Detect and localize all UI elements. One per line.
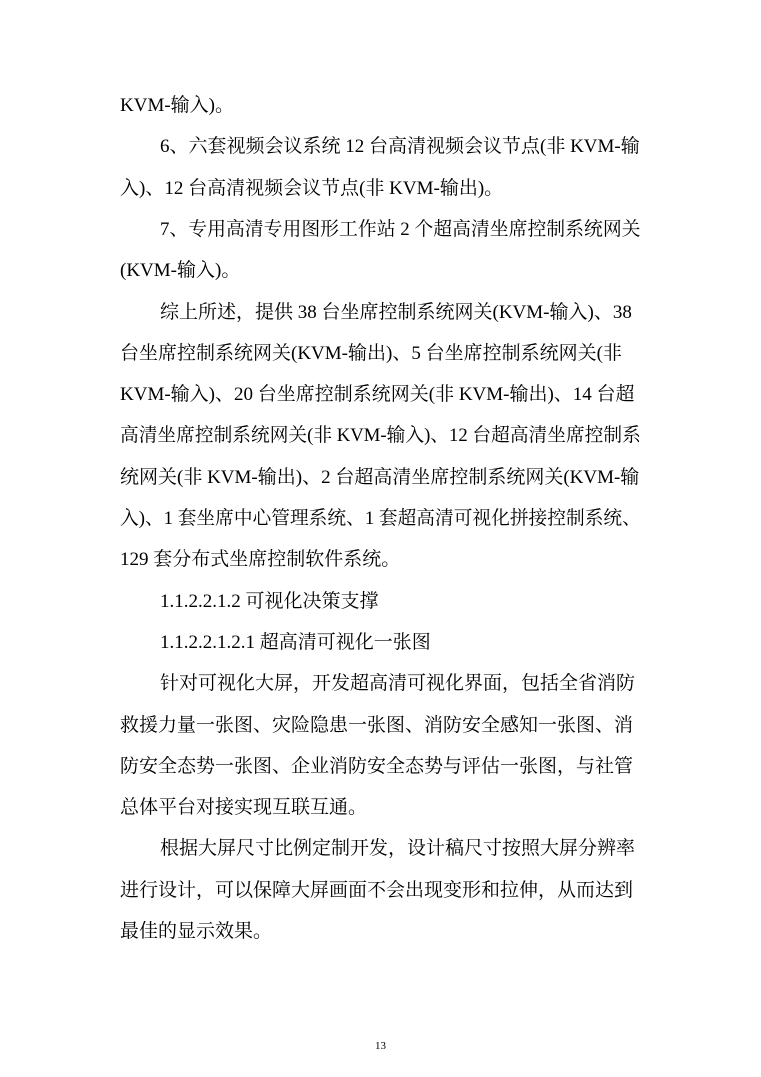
text-line: 最佳的显示效果。 <box>120 921 273 942</box>
text-line: 针对可视化大屏，开发超高清可视化界面，包括全省消防 <box>160 673 636 695</box>
text-line: 进行设计，可以保障大屏画面不会出现变形和拉伸，从而达到 <box>120 879 634 901</box>
text-line: 防安全态势一张图、企业消防安全态势与评估一张图，与社管 <box>120 755 634 777</box>
text-line: KVM-输入)。 <box>120 95 234 116</box>
text-line: 高清坐席控制系统网关(非 KVM-输入)、12 台超高清坐席控制系 <box>120 425 641 447</box>
text-line: 根据大屏尺寸比例定制开发，设计稿尺寸按照大屏分辨率 <box>160 838 636 860</box>
text-line: 1.1.2.2.1.2 可视化决策支撑 <box>160 590 379 612</box>
page-number: 13 <box>375 1040 386 1052</box>
text-line: 综上所述，提供 38 台坐席控制系统网关(KVM-输入)、38 <box>160 301 632 323</box>
text-line: 统网关(非 KVM-输出)、2 台超高清坐席控制系统网关(KVM-输 <box>120 466 640 488</box>
text-line: 台坐席控制系统网关(KVM-输出)、5 台坐席控制系统网关(非 <box>120 342 622 364</box>
text-line: 救援力量一张图、灾险隐患一张图、消防安全感知一张图、消 <box>120 714 634 736</box>
text-line: 入)、1 套坐席中心管理系统、1 套超高清可视化拼接控制系统、 <box>120 508 641 529</box>
text-line: 总体平台对接实现互联互通。 <box>120 797 368 819</box>
text-line: 7、专用高清专用图形工作站 2 个超高清坐席控制系统网关 <box>160 218 641 240</box>
text-line: 129 套分布式坐席控制软件系统。 <box>120 549 401 571</box>
text-line: (KVM-输入)。 <box>120 260 241 282</box>
text-line: 6、六套视频会议系统 12 台高清视频会议节点(非 KVM-输 <box>160 136 640 158</box>
text-line: KVM-输入)、20 台坐席控制系统网关(非 KVM-输出)、14 台超 <box>120 384 635 406</box>
text-line: 1.1.2.2.1.2.1 超高清可视化一张图 <box>160 631 431 653</box>
text-line: 入)、12 台高清视频会议节点(非 KVM-输出)。 <box>120 177 504 199</box>
